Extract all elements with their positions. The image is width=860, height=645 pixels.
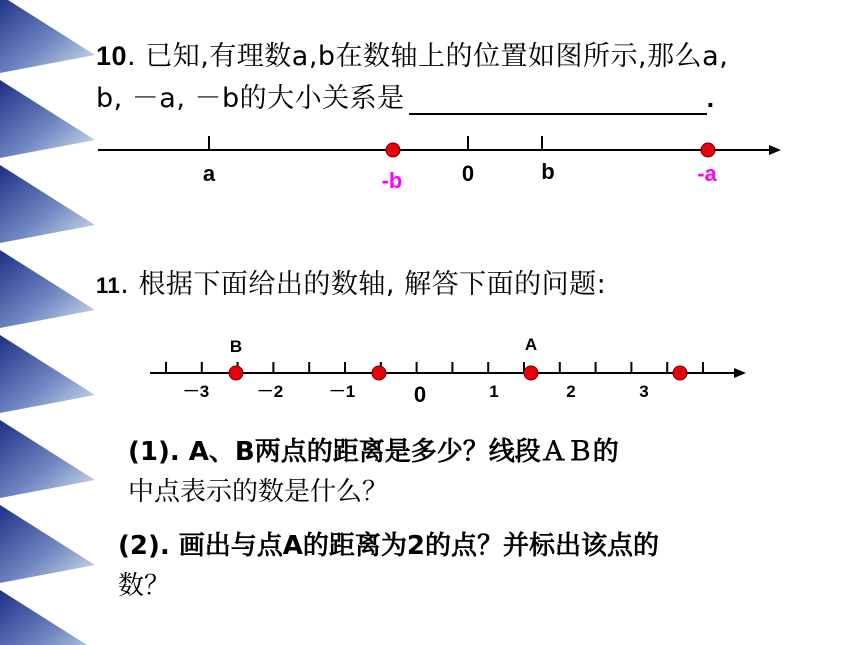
- q10-line1-text: . 已知,有理数a,b在数轴上的位置如图所示,那么a,: [127, 41, 729, 72]
- point-extra-right: [673, 366, 687, 380]
- q11-sub2-line1: (2). 画出与点A的距离为2的点？并标出该点的: [118, 531, 659, 561]
- label-A: A: [524, 335, 538, 354]
- axis-arrow: [734, 368, 746, 378]
- q11-sub1-line2: 中点表示的数是什么？: [128, 477, 389, 507]
- tick-label-neg3: －3: [182, 382, 210, 401]
- q11-sub2: [118, 526, 659, 606]
- q11-number: 11: [96, 273, 121, 298]
- tick-label-zero: 0: [413, 382, 427, 407]
- point-B: [229, 366, 243, 380]
- tick-label-neg2: －2: [256, 382, 284, 401]
- label-b: b: [541, 159, 555, 184]
- tick-label-2: 2: [566, 382, 576, 401]
- tick-label-neg1: －1: [328, 382, 356, 401]
- q10-line2-end: .: [706, 83, 715, 113]
- q10-number: 10: [96, 41, 128, 71]
- q11-sub1-line1: (1). A、B两点的距离是多少？线段ＡＢ的: [128, 437, 619, 467]
- point-extra-left: [372, 366, 386, 380]
- point-A: [524, 366, 538, 380]
- label-a: a: [202, 161, 216, 186]
- tick-label-3: 3: [639, 382, 649, 401]
- q11-sub1: [128, 432, 619, 512]
- tick-marks: [166, 362, 703, 373]
- q10-line2-text: b, －a, －b的大小关系是: [96, 83, 405, 114]
- label-B: B: [229, 337, 243, 356]
- label-neg-b: -b: [381, 168, 403, 193]
- tick-label-1: 1: [489, 382, 499, 401]
- q11-title-text: . 根据下面给出的数轴, 解答下面的问题:: [120, 269, 607, 300]
- label-neg-a: -a: [697, 161, 717, 186]
- label-zero: 0: [461, 161, 475, 186]
- q11-sub2-line2: 数？: [118, 571, 171, 601]
